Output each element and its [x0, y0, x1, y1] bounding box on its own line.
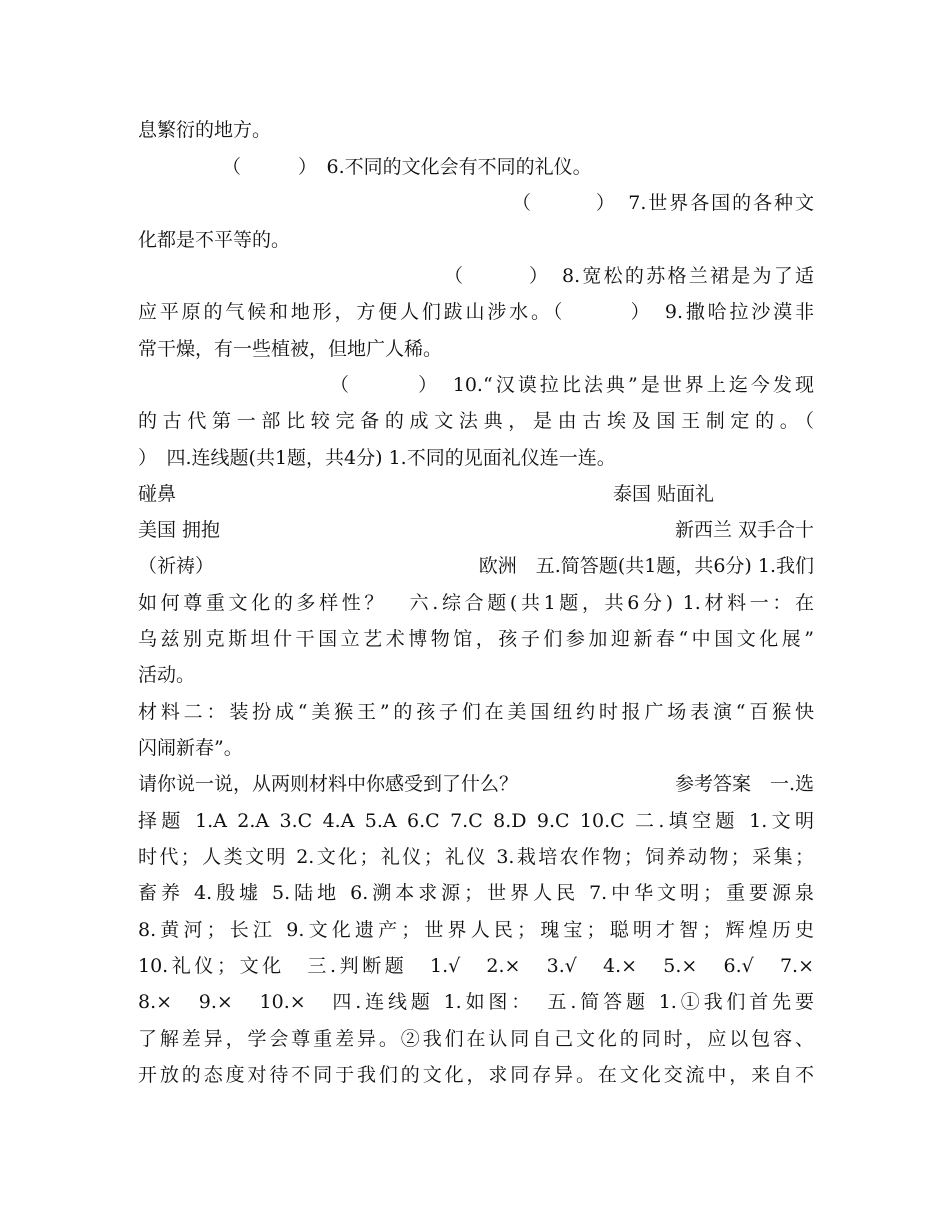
answer-key-heading: 参考答案 一.选 [674, 773, 814, 795]
text-line-15: 乌兹别克斯坦什干国立艺术博物馆，孩子们参加迎新春“中国文化展” [138, 628, 814, 650]
text-line-26: 了解差异，学会尊重差异。②我们在认同自己文化的同时，应以包容、 [138, 1028, 814, 1050]
text-line-24: 10.礼仪；文化 三.判断题 1.√ 2.× 3.√ 4.× 5.× 6.√ 7.× [138, 955, 814, 977]
question-prompt: 请你说一说，从两则材料中你感受到了什么？ [138, 773, 519, 795]
answer-header-row [138, 770, 814, 798]
matching-row-1 [138, 480, 714, 508]
text-line-1: 息繁衍的地方。 [138, 119, 272, 141]
matching-right-3: 欧洲 五.简答题(共1题，共6分) 1.我们 [478, 555, 814, 577]
matching-right-2: 新西兰 双手合十 [674, 519, 814, 541]
matching-row-3 [138, 552, 814, 580]
text-line-2: （ ） 6.不同的文化会有不同的礼仪。 [222, 156, 592, 178]
matching-left-2: 美国 拥抱 [138, 519, 221, 541]
text-line-17: 材料二：装扮成“美猴王”的孩子们在美国纽约时报广场表演“百猴快 [138, 701, 814, 723]
text-line-8: （ ） 10.“汉谟拉比法典”是世界上迄今发现 [330, 374, 814, 396]
text-line-6: 应平原的气候和地形，方便人们跋山涉水。（ ） 9.撒哈拉沙漠非 [138, 301, 814, 323]
text-line-14: 如何尊重文化的多样性？ 六.综合题(共1题，共6分) 1.材料一：在 [138, 592, 814, 614]
text-line-21: 时代；人类文明 2.文化；礼仪；礼仪 3.栽培农作物；饲养动物；采集； [138, 846, 814, 868]
text-line-22: 畜养 4.殷墟 5.陆地 6.溯本求源；世界人民 7.中华文明；重要源泉 [138, 882, 814, 904]
text-line-18: 闪闹新春”。 [138, 737, 243, 759]
text-line-25: 8.× 9.× 10.× 四.连线题 1.如图： 五.简答题 1.①我们首先要 [138, 991, 814, 1013]
text-line-27: 开放的态度对待不同于我们的文化，求同存异。在文化交流中，来自不 [138, 1064, 814, 1086]
text-line-3: （ ） 7.世界各国的各种文 [512, 192, 814, 214]
text-line-5: （ ） 8.宽松的苏格兰裙是为了适 [444, 265, 814, 287]
matching-row-2 [138, 516, 814, 544]
text-line-10: ） 四.连线题(共1题，共4分) 1.不同的见面礼仪连一连。 [138, 447, 616, 469]
text-line-7: 常干燥，有一些植被，但地广人稀。 [138, 338, 443, 360]
text-line-4: 化都是不平等的。 [138, 229, 291, 251]
text-line-16: 活动。 [138, 664, 196, 686]
matching-right-1: 泰国 贴面礼 [612, 483, 714, 505]
text-line-20: 择题 1.A 2.A 3.C 4.A 5.A 6.C 7.C 8.D 9.C 10.C 二.填空题 1.文明 [138, 810, 814, 832]
matching-left-1: 碰鼻 [138, 483, 177, 505]
text-line-23: 8.黄河；长江 9.文化遗产；世界人民；瑰宝；聪明才智；辉煌历史 [138, 919, 814, 941]
text-line-9: 的古代第一部比较完备的成文法典，是由古埃及国王制定的。（ [138, 410, 814, 432]
matching-left-3: （祈祷） [138, 555, 215, 577]
